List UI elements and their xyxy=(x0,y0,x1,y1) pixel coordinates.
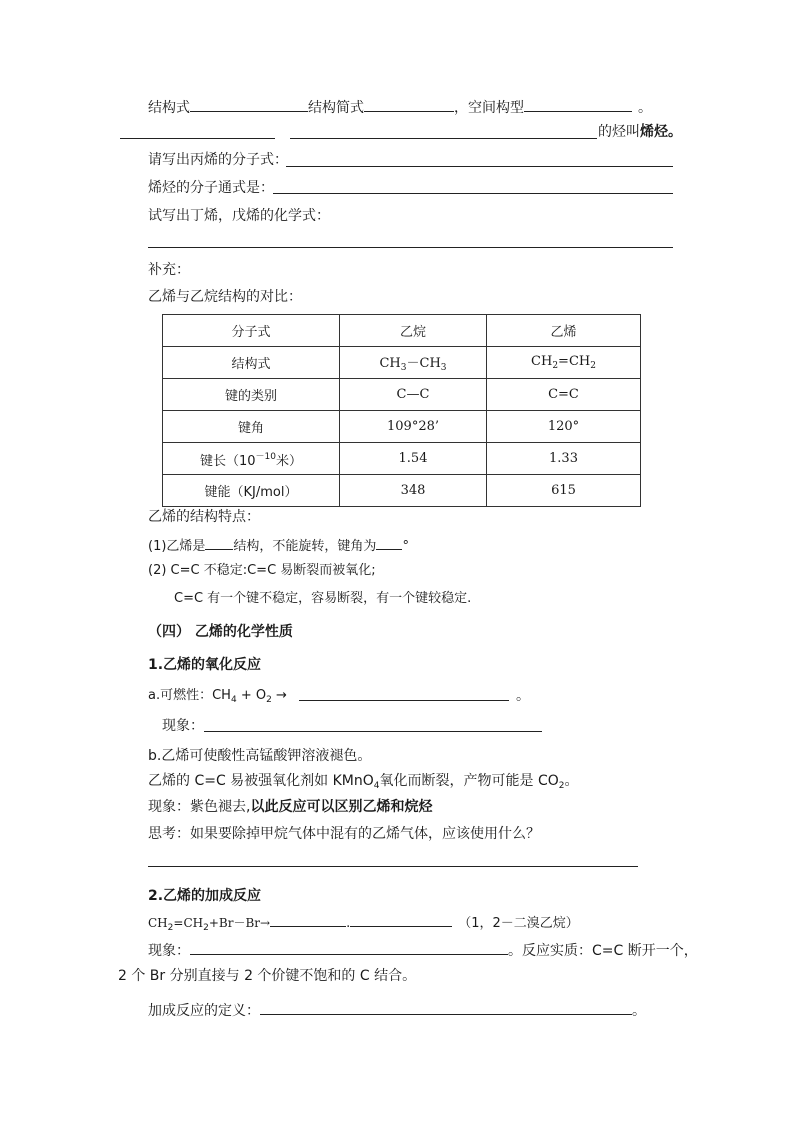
kmno4-detail: 乙烯的 C=C 易被强氧化剂如 KMnO$_4$氧化而断裂，产物可能是 $CO_2$。 xyxy=(148,773,579,791)
addition-mechanism: 2 个 Br 分别直接与 2 个价键不饱和的 C 结合。 xyxy=(118,968,417,984)
think-question: 思考：如果要除掉甲烷气体中混有的乙烯气体，应该使用什么？ xyxy=(148,826,540,842)
think-answer-line[interactable] xyxy=(148,866,638,867)
alkene-definition-tail: 的烃叫烯烃。 xyxy=(598,124,682,140)
table-row: 结构式 $CH_3-CH_3$ $CH_2=CH_2$ xyxy=(163,347,641,379)
spatial-config-blank[interactable] xyxy=(524,96,632,112)
feature-1: (1)乙烯是 结构，不能旋转，键角为 ° xyxy=(148,534,409,557)
section-chemical-properties: （四） 乙烯的化学性质 xyxy=(148,624,293,640)
table-cell: $CH_3-CH_3$ xyxy=(340,347,487,379)
definition-answer-blank[interactable] xyxy=(260,999,632,1015)
table-header: 乙烯 xyxy=(487,315,641,347)
table-row: 键长（$10^{-10}$米） 1.54 1.33 xyxy=(163,443,641,475)
definition-line: 加成反应的定义： 。 xyxy=(148,999,646,1021)
features-title: 乙烯的结构特点： xyxy=(148,509,260,525)
propene-question: 请写出丙烯的分子式： xyxy=(148,152,288,168)
kmno4-statement: b.乙烯可使酸性高锰酸钾溶液褪色。 xyxy=(148,748,372,764)
butene-pentene-question: 试写出丁烯，戊烯的化学式： xyxy=(148,208,330,224)
structure-formula-blank[interactable] xyxy=(190,96,308,112)
table-row: 键角 109°28’ 120° xyxy=(163,411,641,443)
addition-product-blank-b[interactable] xyxy=(350,911,452,927)
general-formula-answer-line[interactable] xyxy=(273,193,673,194)
definition-blank-a[interactable] xyxy=(120,138,275,139)
table-header: 分子式 xyxy=(163,315,340,347)
definition-blank-b[interactable] xyxy=(290,138,597,139)
subsection-oxidation: 1.乙烯的氧化反应 xyxy=(148,657,262,673)
phenomenon-3-blank[interactable] xyxy=(190,939,508,955)
comparison-title: 乙烯与乙烷结构的对比： xyxy=(148,289,302,305)
phenomenon-3: 现象： 。反应实质：C=C 断开一个， xyxy=(148,939,698,961)
combustion-line: a.可燃性：$CH_4 + O_2$ → xyxy=(148,688,287,705)
table-row: 键的类别 C—C C=C xyxy=(163,379,641,411)
propene-answer-line[interactable] xyxy=(286,166,673,167)
table-header: 乙烷 xyxy=(340,315,487,347)
feature-2-detail: C=C 有一个键不稳定，容易断裂，有一个键较稳定. xyxy=(174,591,472,606)
table-row: 键能（KJ/mol） 348 615 xyxy=(163,475,641,507)
structure-type-blank[interactable] xyxy=(205,534,233,550)
supplement-label: 补充： xyxy=(148,262,190,278)
combustion-product-blank[interactable] xyxy=(299,700,509,701)
butene-pentene-answer-line[interactable] xyxy=(148,247,673,248)
general-formula-question: 烯烃的分子通式是： xyxy=(148,180,274,196)
addition-product-blank-a[interactable] xyxy=(270,911,346,927)
phenomenon-1-blank[interactable] xyxy=(204,731,542,732)
phenomenon-2: 现象：紫色褪去,以此反应可以区别乙烯和烷烃 xyxy=(148,799,433,815)
subsection-addition: 2.乙烯的加成反应 xyxy=(148,888,262,904)
comparison-table xyxy=(162,314,641,507)
table-header-row xyxy=(163,315,641,347)
table-cell: $CH_2=CH_2$ xyxy=(487,347,641,379)
feature-2: (2) C=C 不稳定:C=C 易断裂而被氧化; xyxy=(148,563,376,578)
simplified-formula-blank[interactable] xyxy=(364,96,454,112)
addition-equation: $CH_2=CH_2+Br-Br\to$ . （1，2－二溴乙烷） xyxy=(148,911,579,938)
phenomenon-1-label: 现象： xyxy=(162,718,204,734)
structure-line: 结构式 结构简式 ，空间构型 。 xyxy=(148,96,652,118)
bond-angle-blank[interactable] xyxy=(376,534,402,550)
